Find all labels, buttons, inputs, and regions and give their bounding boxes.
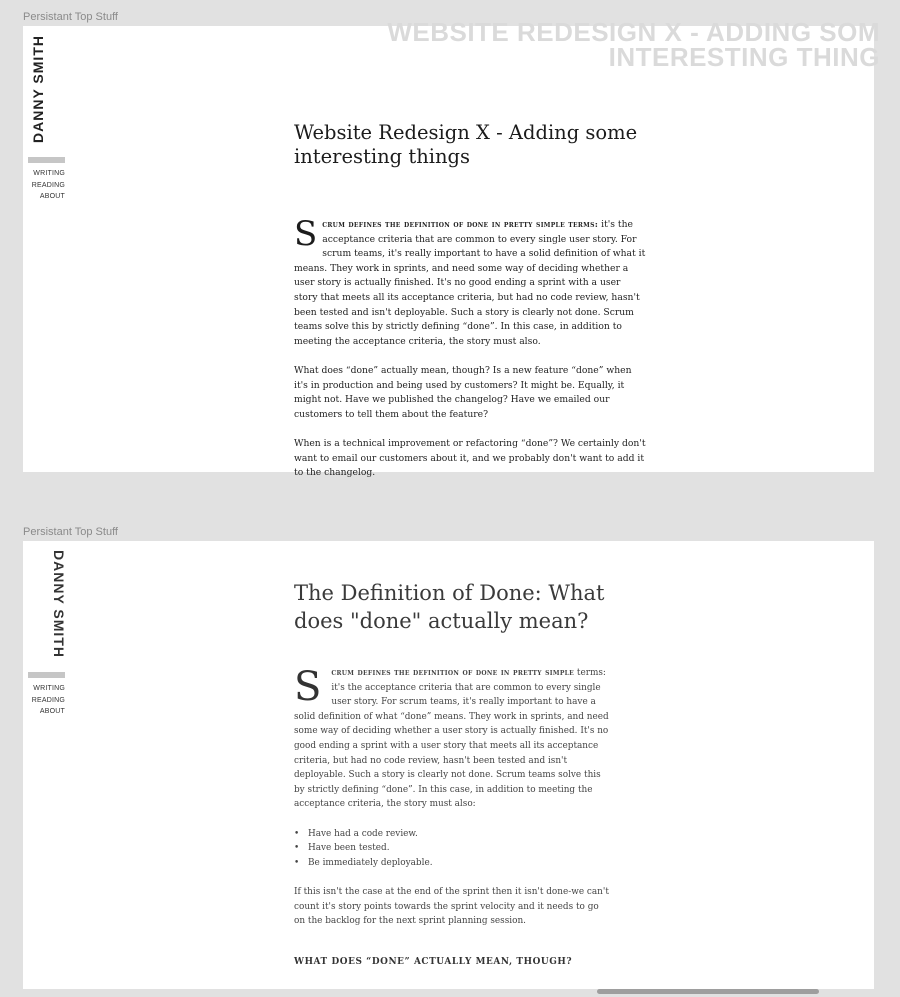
brand-wordmark[interactable] xyxy=(50,549,67,659)
article-paragraph: If this isn't the case at the end of the sprint then it isn't done-we can't count it's story points towards the sprint velocity and it needs to go on the backlog for the next sprint planning session. xyxy=(294,886,609,927)
artboard-label[interactable]: Persistant Top Stuff xyxy=(23,11,118,23)
nav-link-writing[interactable]: WRITING xyxy=(33,685,65,692)
artboard xyxy=(23,541,874,989)
article xyxy=(294,579,610,967)
brand-name: DANNY SMITH xyxy=(50,550,67,658)
ghost-title xyxy=(387,17,880,72)
brand-name: DANNY SMITH xyxy=(29,35,46,143)
article-title: Website Redesign X - Adding some interesting things xyxy=(294,121,638,168)
nav-link-about[interactable]: ABOUT xyxy=(39,708,65,715)
brand-accent-bar xyxy=(28,672,65,678)
article-paragraph xyxy=(294,666,610,812)
paragraph-text: it's the acceptance criteria that are common to every single user story. For scrum teams, it's really important to have a solid definition of what it means. They work in sprints, and need some way of deciding whether a user story is actually finished. It's no good ending a sprint with a user story that meets all its acceptance criteria, but had no code review, hasn't been tested and isn't deployable. Such a story is clearly not done. Scrum teams solve this by strictly defining “done”. In this case, in addition to meeting the acceptance criteria, the story must also. xyxy=(294,219,646,347)
ghost-title-line: WEBSITE REDESIGN X - ADDING SOM xyxy=(387,17,880,47)
article-paragraph: When is a technical improvement or refactoring “done”? We certainly don't want to email our customers about it, and we probably don't want to add it to the changelog. xyxy=(294,437,646,479)
lead-in-caps: crum defines the definition of done in pretty simple terms: xyxy=(322,220,599,230)
article xyxy=(294,121,646,495)
list-item: • Be immediately deployable. xyxy=(294,856,610,871)
nav-link-reading[interactable]: READING xyxy=(31,696,65,704)
site-nav xyxy=(27,683,65,718)
article-title: The Definition of Done: What does "done" actually mean? xyxy=(294,581,605,633)
article-paragraph: What does “done” actually mean, though? Is a new feature “done” when it's in production and being used by customers? It might be. Equally, it might not. Have we published the changelog? Have we emailed our customers to tell them about the feature? xyxy=(294,364,632,420)
drop-cap: S xyxy=(294,664,322,710)
lead-in-caps: crum defines the definition of done in pretty simple xyxy=(331,668,575,678)
artboard-label[interactable]: Persistant Top Stuff xyxy=(23,526,118,538)
brand-wordmark[interactable] xyxy=(29,34,46,144)
article-paragraph xyxy=(294,214,646,349)
paragraph-text: terms: it's the acceptance criteria that are common to every single user story. For scrum teams, it's really important to have a solid definition of what “done” means. They work in sprints, and need some way of deciding whether a user story is actually finished. It's no good ending a sprint with a user story that meets all its acceptance criteria, but had no code review, hasn't been tested and isn't deployable. Such a story is clearly not done. Scrum teams solve this by strictly defining “done”. In this case, in addition to meeting the acceptance criteria, the story must also: xyxy=(294,668,609,810)
site-nav xyxy=(27,168,65,203)
nav-link-about[interactable]: ABOUT xyxy=(39,193,65,200)
ghost-title-line: INTERESTING THING xyxy=(608,42,880,72)
section-heading: WHAT DOES “DONE” ACTUALLY MEAN, THOUGH? xyxy=(294,956,573,967)
brand-accent-bar xyxy=(28,157,65,163)
bullet-list xyxy=(294,827,610,871)
nav-link-writing[interactable]: WRITING xyxy=(33,170,65,177)
drop-cap: S xyxy=(294,214,318,254)
scrollbar-thumb[interactable] xyxy=(597,989,819,994)
list-item: • Have been tested. xyxy=(294,841,610,856)
nav-link-reading[interactable]: READING xyxy=(31,181,65,189)
list-item: • Have had a code review. xyxy=(294,827,610,842)
horizontal-scrollbar[interactable] xyxy=(0,987,900,997)
